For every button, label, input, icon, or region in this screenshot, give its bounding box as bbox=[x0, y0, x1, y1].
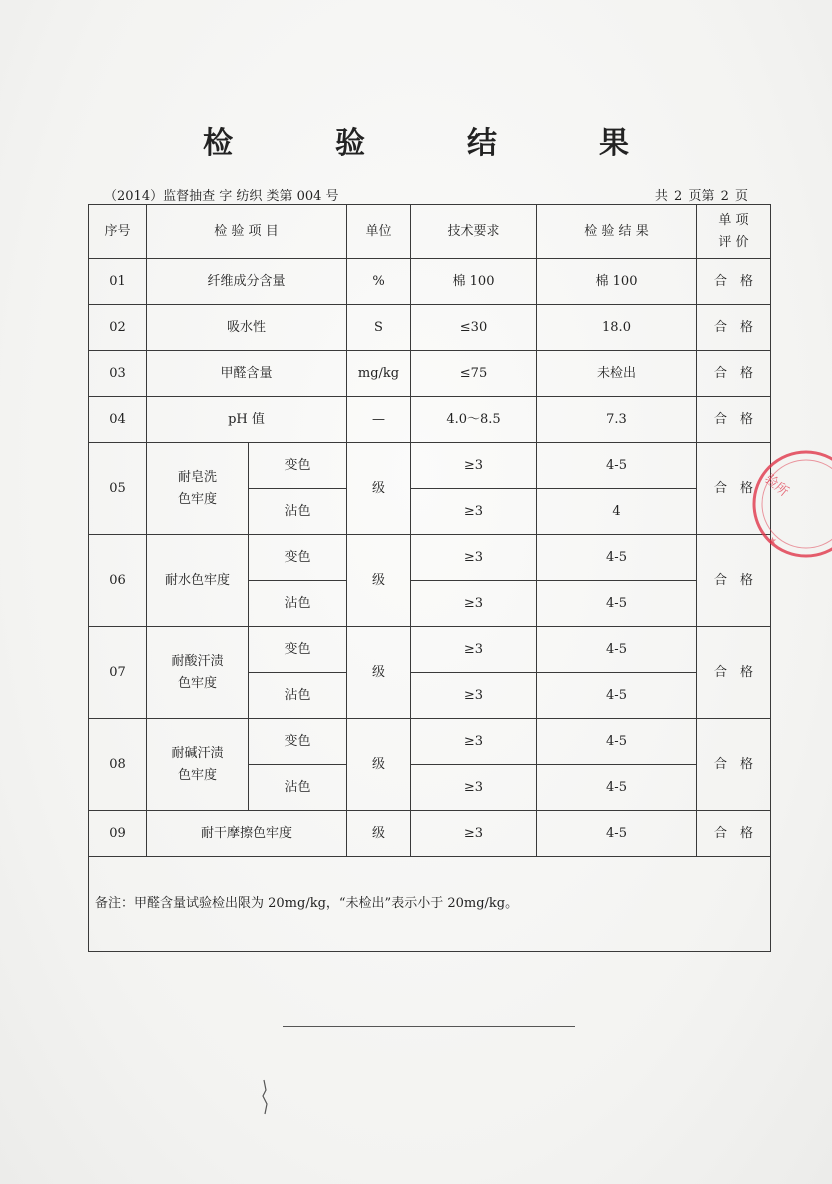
table-row bbox=[89, 443, 771, 489]
row-rating: 合 格 bbox=[697, 259, 771, 305]
row-item: 甲醛含量 bbox=[147, 351, 347, 397]
table-row bbox=[89, 351, 771, 397]
header-unit: 单位 bbox=[347, 205, 411, 259]
row-index: 06 bbox=[89, 535, 147, 627]
row-item: 吸水性 bbox=[147, 305, 347, 351]
sub-result: 4 bbox=[537, 489, 697, 535]
official-seal-stamp bbox=[748, 444, 832, 570]
header-rating-line2: 评 价 bbox=[718, 234, 749, 250]
row-item: pH 值 bbox=[147, 397, 347, 443]
row-item: 耐水色牢度 bbox=[147, 535, 249, 627]
row-result: 未检出 bbox=[537, 351, 697, 397]
sub-item-label: 变色 bbox=[249, 443, 347, 489]
page-info: 共 2 页第 2 页 bbox=[654, 189, 748, 204]
table-row bbox=[89, 719, 771, 765]
header-rating-line1: 单 项 bbox=[718, 212, 749, 228]
row-rating: 合 格 bbox=[697, 811, 771, 857]
row-rating: 合 格 bbox=[697, 397, 771, 443]
row-index: 05 bbox=[89, 443, 147, 535]
row-result: 4-5 bbox=[537, 811, 697, 857]
row-index: 09 bbox=[89, 811, 147, 857]
row-rating: 合 格 bbox=[697, 351, 771, 397]
svg-text:★: ★ bbox=[768, 536, 777, 547]
row-index: 04 bbox=[89, 397, 147, 443]
sub-requirement: ≥3 bbox=[411, 673, 537, 719]
row-item-line1: 耐碱汗渍 bbox=[171, 745, 224, 761]
row-unit: — bbox=[347, 397, 411, 443]
row-item: 纤维成分含量 bbox=[147, 259, 347, 305]
row-requirement: ≤75 bbox=[411, 351, 537, 397]
row-item bbox=[147, 443, 249, 535]
row-unit: 级 bbox=[347, 627, 411, 719]
table-row bbox=[89, 627, 771, 673]
table-row bbox=[89, 259, 771, 305]
table-row bbox=[89, 811, 771, 857]
row-item-line1: 耐皂洗 bbox=[177, 469, 217, 485]
header-rating bbox=[697, 205, 771, 259]
sub-result: 4-5 bbox=[537, 673, 697, 719]
row-rating: 合 格 bbox=[697, 443, 771, 535]
table-row bbox=[89, 305, 771, 351]
row-index: 07 bbox=[89, 627, 147, 719]
sub-item-label: 沾色 bbox=[249, 765, 347, 811]
row-result: 7.3 bbox=[537, 397, 697, 443]
sub-result: 4-5 bbox=[537, 535, 697, 581]
row-unit: S bbox=[347, 305, 411, 351]
sub-result: 4-5 bbox=[537, 443, 697, 489]
row-item bbox=[147, 627, 249, 719]
sub-result: 4-5 bbox=[537, 581, 697, 627]
signature-line bbox=[283, 1026, 575, 1027]
row-item: 耐干摩擦色牢度 bbox=[147, 811, 347, 857]
row-rating: 合 格 bbox=[697, 627, 771, 719]
row-index: 01 bbox=[89, 259, 147, 305]
sub-item-label: 沾色 bbox=[249, 673, 347, 719]
paper-mark bbox=[258, 1078, 274, 1118]
document-number: （2014）监督抽查 字 纺织 类第 004 号 bbox=[104, 189, 339, 204]
sub-item-label: 变色 bbox=[249, 719, 347, 765]
row-result: 18.0 bbox=[537, 305, 697, 351]
sub-result: 4-5 bbox=[537, 719, 697, 765]
sub-item-label: 变色 bbox=[249, 535, 347, 581]
row-item-line1: 耐酸汗渍 bbox=[171, 653, 224, 669]
row-result: 棉 100 bbox=[537, 259, 697, 305]
sub-requirement: ≥3 bbox=[411, 489, 537, 535]
sub-requirement: ≥3 bbox=[411, 719, 537, 765]
row-rating: 合 格 bbox=[697, 535, 771, 627]
sub-requirement: ≥3 bbox=[411, 627, 537, 673]
row-item-line2: 色牢度 bbox=[177, 675, 217, 691]
document-title: 检 验 结 果 bbox=[203, 126, 665, 161]
svg-text:验所: 验所 bbox=[761, 471, 791, 500]
row-index: 08 bbox=[89, 719, 147, 811]
header-index: 序号 bbox=[89, 205, 147, 259]
header-result: 检 验 结 果 bbox=[537, 205, 697, 259]
sub-result: 4-5 bbox=[537, 765, 697, 811]
sub-requirement: ≥3 bbox=[411, 765, 537, 811]
table-note: 备注：甲醛含量试验检出限为 20mg/kg，“未检出”表示小于 20mg/kg。 bbox=[89, 857, 771, 952]
row-unit: 级 bbox=[347, 719, 411, 811]
row-rating: 合 格 bbox=[697, 305, 771, 351]
table-note-row bbox=[89, 857, 771, 952]
row-rating: 合 格 bbox=[697, 719, 771, 811]
table-header-row bbox=[89, 205, 771, 259]
row-item bbox=[147, 719, 249, 811]
row-unit: 级 bbox=[347, 443, 411, 535]
row-unit: mg/kg bbox=[347, 351, 411, 397]
row-item-line2: 色牢度 bbox=[177, 491, 217, 507]
header-requirement: 技术要求 bbox=[411, 205, 537, 259]
row-requirement: 棉 100 bbox=[411, 259, 537, 305]
row-unit: % bbox=[347, 259, 411, 305]
table-row bbox=[89, 397, 771, 443]
sub-requirement: ≥3 bbox=[411, 535, 537, 581]
row-unit: 级 bbox=[347, 535, 411, 627]
row-requirement: ≤30 bbox=[411, 305, 537, 351]
table-row bbox=[89, 535, 771, 581]
row-index: 02 bbox=[89, 305, 147, 351]
row-index: 03 bbox=[89, 351, 147, 397]
results-table bbox=[88, 204, 771, 952]
row-requirement: 4.0～8.5 bbox=[411, 397, 537, 443]
header-item: 检 验 项 目 bbox=[147, 205, 347, 259]
sub-requirement: ≥3 bbox=[411, 443, 537, 489]
sub-item-label: 变色 bbox=[249, 627, 347, 673]
sub-result: 4-5 bbox=[537, 627, 697, 673]
row-item-line2: 色牢度 bbox=[177, 767, 217, 783]
row-unit: 级 bbox=[347, 811, 411, 857]
row-requirement: ≥3 bbox=[411, 811, 537, 857]
sub-item-label: 沾色 bbox=[249, 581, 347, 627]
sub-requirement: ≥3 bbox=[411, 581, 537, 627]
sub-item-label: 沾色 bbox=[249, 489, 347, 535]
